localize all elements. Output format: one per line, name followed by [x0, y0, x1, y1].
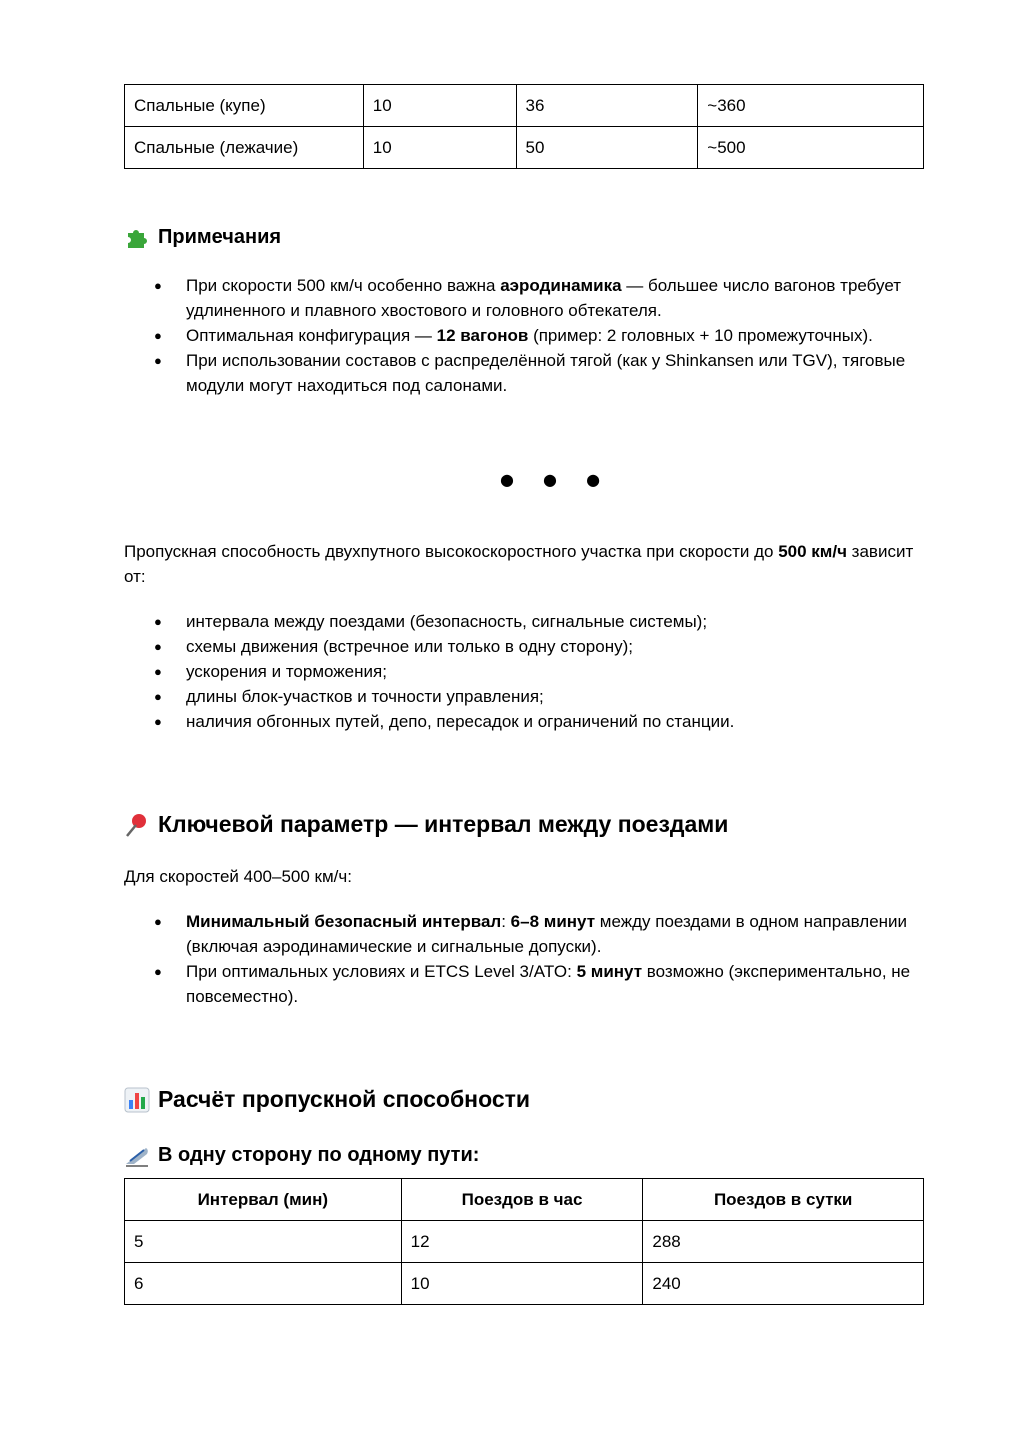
text: (пример: 2 головных + 10 промежуточных).: [528, 326, 873, 345]
table-header-row: [125, 1179, 924, 1221]
column-header: Поездов в час: [401, 1179, 643, 1221]
text: Оптимальная конфигурация —: [186, 326, 437, 345]
list-item: [124, 909, 924, 959]
text: Пропускная способность двухпутного высокоскоростного участка при скорости до: [124, 542, 779, 561]
table-cell: ~500: [698, 127, 924, 169]
list-item: [124, 323, 924, 348]
table-cell: 50: [516, 127, 698, 169]
text: зависит от:: [124, 542, 914, 586]
text: При оптимальных условиях и ETCS Level 3/ATO:: [186, 962, 577, 981]
list-item: ● ускорения и торможения;: [124, 659, 924, 684]
calc-heading: [124, 1086, 530, 1113]
calc-subheading: [124, 1142, 479, 1168]
table-cell: 10: [363, 85, 516, 127]
notes-list: [124, 273, 924, 398]
bold-text: 500 км/ч: [778, 542, 847, 561]
list-item: ● длины блок-участков и точности управления;: [124, 684, 924, 709]
key-param-heading-text: Ключевой параметр — интервал между поездами: [158, 811, 729, 837]
table-cell: 36: [516, 85, 698, 127]
table-cell: 288: [643, 1221, 924, 1263]
table-row: [125, 85, 924, 127]
table-row: [125, 1263, 924, 1305]
key-param-intro: Для скоростей 400–500 км/ч:: [124, 867, 352, 886]
text: :: [501, 912, 511, 931]
calc-subheading-text: В одну сторону по одному пути:: [158, 1143, 480, 1166]
text: При использовании составов с распределённой тягой (как у Shinkansen или TGV), тяговые модули могут находиться под салонами.: [186, 351, 906, 395]
table-cell: 12: [401, 1221, 643, 1263]
table-cell: 240: [643, 1263, 924, 1305]
bold-text: 5 минут: [576, 962, 643, 981]
table-cell: Спальные (лежачие): [125, 127, 364, 169]
pushpin-icon: [124, 812, 150, 838]
calc-heading-text: Расчёт пропускной способности: [158, 1086, 531, 1112]
table-cell: 10: [363, 127, 516, 169]
table-cell: 10: [401, 1263, 643, 1305]
table-cell: 5: [125, 1221, 402, 1263]
text: возможно (экспериментально, не повсеместно).: [186, 962, 911, 1006]
capacity-intro: [124, 539, 934, 589]
text: — большее число вагонов требует удлиненного и плавного хвостового и головного обтекателя.: [186, 276, 902, 320]
table-cell: 6: [125, 1263, 402, 1305]
text: между поездами в одном направлении (включая аэродинамические и сигнальные допуски).: [186, 912, 908, 956]
high-speed-train-icon: [124, 1142, 150, 1168]
puzzle-piece-icon: [124, 224, 150, 250]
table-row: [125, 127, 924, 169]
text: При скорости 500 км/ч особенно важна: [186, 276, 501, 295]
bold-text: аэродинамика: [500, 276, 622, 295]
interval-list: [124, 909, 924, 1009]
list-item: ● наличия обгонных путей, депо, пересадок и ограничений по станции.: [124, 709, 924, 734]
factors-list: [124, 609, 924, 734]
column-header: Интервал (мин): [125, 1179, 402, 1221]
table-cell: ~360: [698, 85, 924, 127]
list-item: ● схемы движения (встречное или только в одну сторону);: [124, 634, 924, 659]
table-cell: Спальные (купе): [125, 85, 364, 127]
list-item: [124, 959, 924, 1009]
capacity-table: [124, 1178, 924, 1305]
column-header: Поездов в сутки: [643, 1179, 924, 1221]
bold-text: Минимальный безопасный интервал: [186, 912, 502, 931]
list-item: [124, 273, 924, 323]
bar-chart-icon: [124, 1087, 150, 1113]
section-separator: ● ● ●: [500, 470, 613, 489]
notes-heading-text: Примечания: [158, 225, 282, 248]
notes-heading: [124, 224, 281, 250]
bold-text: 6–8 минут: [510, 912, 596, 931]
list-item: ● интервала между поездами (безопасность, сигнальные системы);: [124, 609, 924, 634]
key-param-heading: [124, 811, 728, 838]
list-item: [124, 348, 924, 398]
bold-text: 12 вагонов: [436, 326, 529, 345]
table-row: [125, 1221, 924, 1263]
sleeping-cars-table: [124, 84, 924, 169]
